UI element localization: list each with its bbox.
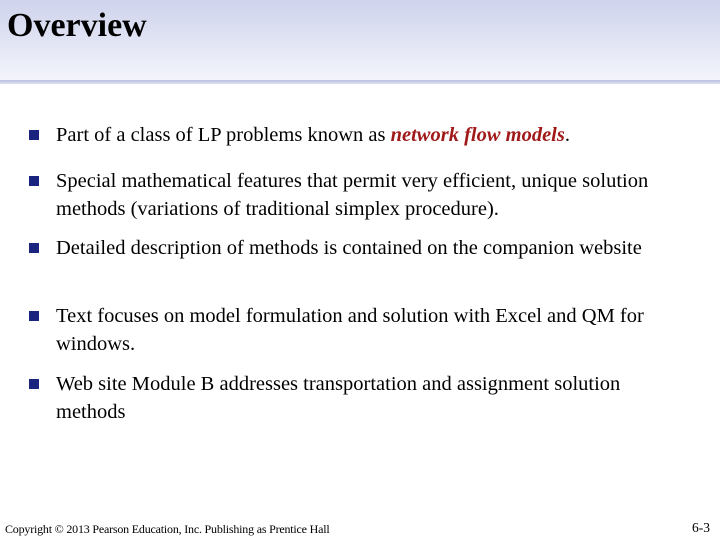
square-bullet-icon (29, 379, 39, 389)
title-banner (0, 0, 720, 80)
page-number: 6-3 (692, 520, 710, 535)
square-bullet-icon (29, 130, 39, 140)
square-bullet-icon (29, 176, 39, 186)
title-divider (0, 80, 720, 84)
square-bullet-icon (29, 243, 39, 253)
bullet-text-suffix: . (564, 124, 570, 146)
copyright-footer: Copyright © 2013 Pearson Education, Inc. Publishing as Prentice Hall (5, 522, 330, 536)
bullet-text (56, 121, 686, 149)
bullet-text: Detailed description of methods is contained on the companion website (56, 237, 642, 259)
bullet-text-plain: Part of a class of LP problems known as (56, 124, 391, 146)
bullet-text: Web site Module B addresses transportation and assignment solution methods (56, 373, 621, 423)
slide-title: Overview (7, 7, 147, 44)
bullet-text-emphasis: network flow models (390, 124, 565, 146)
square-bullet-icon (29, 311, 39, 321)
bullet-text: Special mathematical features that permit very efficient, unique solution methods (variations of traditional simplex procedure). (56, 170, 649, 220)
bullet-text: Text focuses on model formulation and solution with Excel and QM for windows. (56, 305, 644, 355)
